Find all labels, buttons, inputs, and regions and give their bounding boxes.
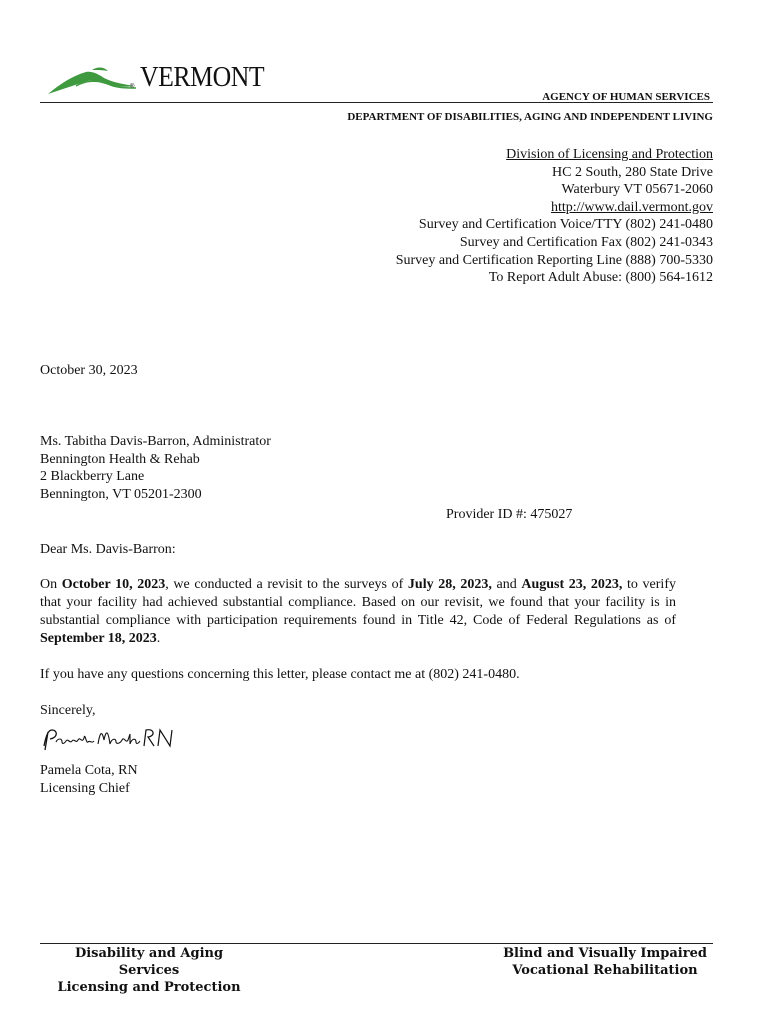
recipient-block bbox=[40, 433, 271, 503]
abuse-hotline: To Report Adult Abuse: (800) 564-1612 bbox=[488, 270, 713, 286]
header-rule bbox=[40, 102, 713, 103]
division-name: Division of Licensing and Protection bbox=[506, 147, 713, 162]
body-text: On bbox=[40, 577, 62, 592]
department-name: DEPARTMENT OF DISABILITIES, AGING AND INDEPENDENT LIVING bbox=[347, 111, 713, 123]
survey-date-2: August 23, 2023, bbox=[521, 577, 623, 592]
signer-name: Pamela Cota, RN bbox=[40, 763, 138, 778]
recipient-name: Ms. Tabitha Davis-Barron, Administrator bbox=[40, 434, 271, 449]
salutation: Dear Ms. Davis-Barron: bbox=[40, 542, 176, 557]
survey-date-1: July 28, 2023, bbox=[407, 577, 492, 592]
footer-right-line-2: Vocational Rehabilitation bbox=[512, 963, 698, 978]
body-text: . bbox=[156, 631, 161, 646]
recipient-org: Bennington Health & Rehab bbox=[40, 451, 200, 467]
footer-left bbox=[44, 945, 254, 996]
signer-block bbox=[40, 762, 138, 797]
agency-name: AGENCY OF HUMAN SERVICES bbox=[542, 91, 710, 103]
reporting-line: Survey and Certification Reporting Line (888) 700-5330 bbox=[395, 252, 713, 268]
body-paragraph-1 bbox=[40, 576, 676, 648]
body-paragraph-2: If you have any questions concerning this letter, please contact me at (802) 241-0480. bbox=[40, 667, 520, 682]
letter-date: October 30, 2023 bbox=[40, 363, 138, 378]
fax-number: Survey and Certification Fax (802) 241-0343 bbox=[459, 234, 713, 250]
voice-phone: Survey and Certification Voice/TTY (802) 241-0480 bbox=[418, 217, 713, 233]
closing: Sincerely, bbox=[40, 703, 96, 718]
sender-address-block bbox=[396, 146, 713, 287]
revisit-date: October 10, 2023 bbox=[61, 577, 166, 592]
vermont-logo bbox=[40, 62, 280, 98]
footer-left-line-1: Disability and Aging Services bbox=[74, 946, 224, 978]
footer-right-line-1: Blind and Visually Impaired bbox=[503, 946, 707, 961]
compliance-date: September 18, 2023 bbox=[40, 631, 157, 646]
body-text: , we conducted a revisit to the surveys of bbox=[165, 577, 408, 592]
body-text: and bbox=[491, 577, 522, 592]
signer-title: Licensing Chief bbox=[40, 780, 130, 796]
body-text: to verify that your facility had achieved substantial compliance. Based on our revisit, we found that your facility is in substantial compliance with participation requirements found in Title 42, Code of Federal Regulations as of bbox=[40, 577, 676, 628]
footer-right bbox=[500, 945, 710, 979]
footer-left-line-2: Licensing and Protection bbox=[57, 980, 241, 995]
footer-rule bbox=[40, 943, 713, 944]
provider-id: Provider ID #: 475027 bbox=[446, 507, 573, 522]
sender-city: Waterbury VT 05671-2060 bbox=[561, 182, 713, 198]
handwritten-signature bbox=[40, 724, 190, 761]
recipient-city: Bennington, VT 05201-2300 bbox=[40, 486, 202, 502]
website-link[interactable]: http://www.dail.vermont.gov bbox=[550, 199, 713, 215]
mountain-logo-icon bbox=[46, 64, 138, 98]
recipient-street: 2 Blackberry Lane bbox=[40, 469, 145, 485]
registered-mark: ® bbox=[130, 84, 135, 90]
logo-wordmark: VERMONT bbox=[140, 62, 265, 93]
sender-street: HC 2 South, 280 State Drive bbox=[552, 164, 713, 180]
